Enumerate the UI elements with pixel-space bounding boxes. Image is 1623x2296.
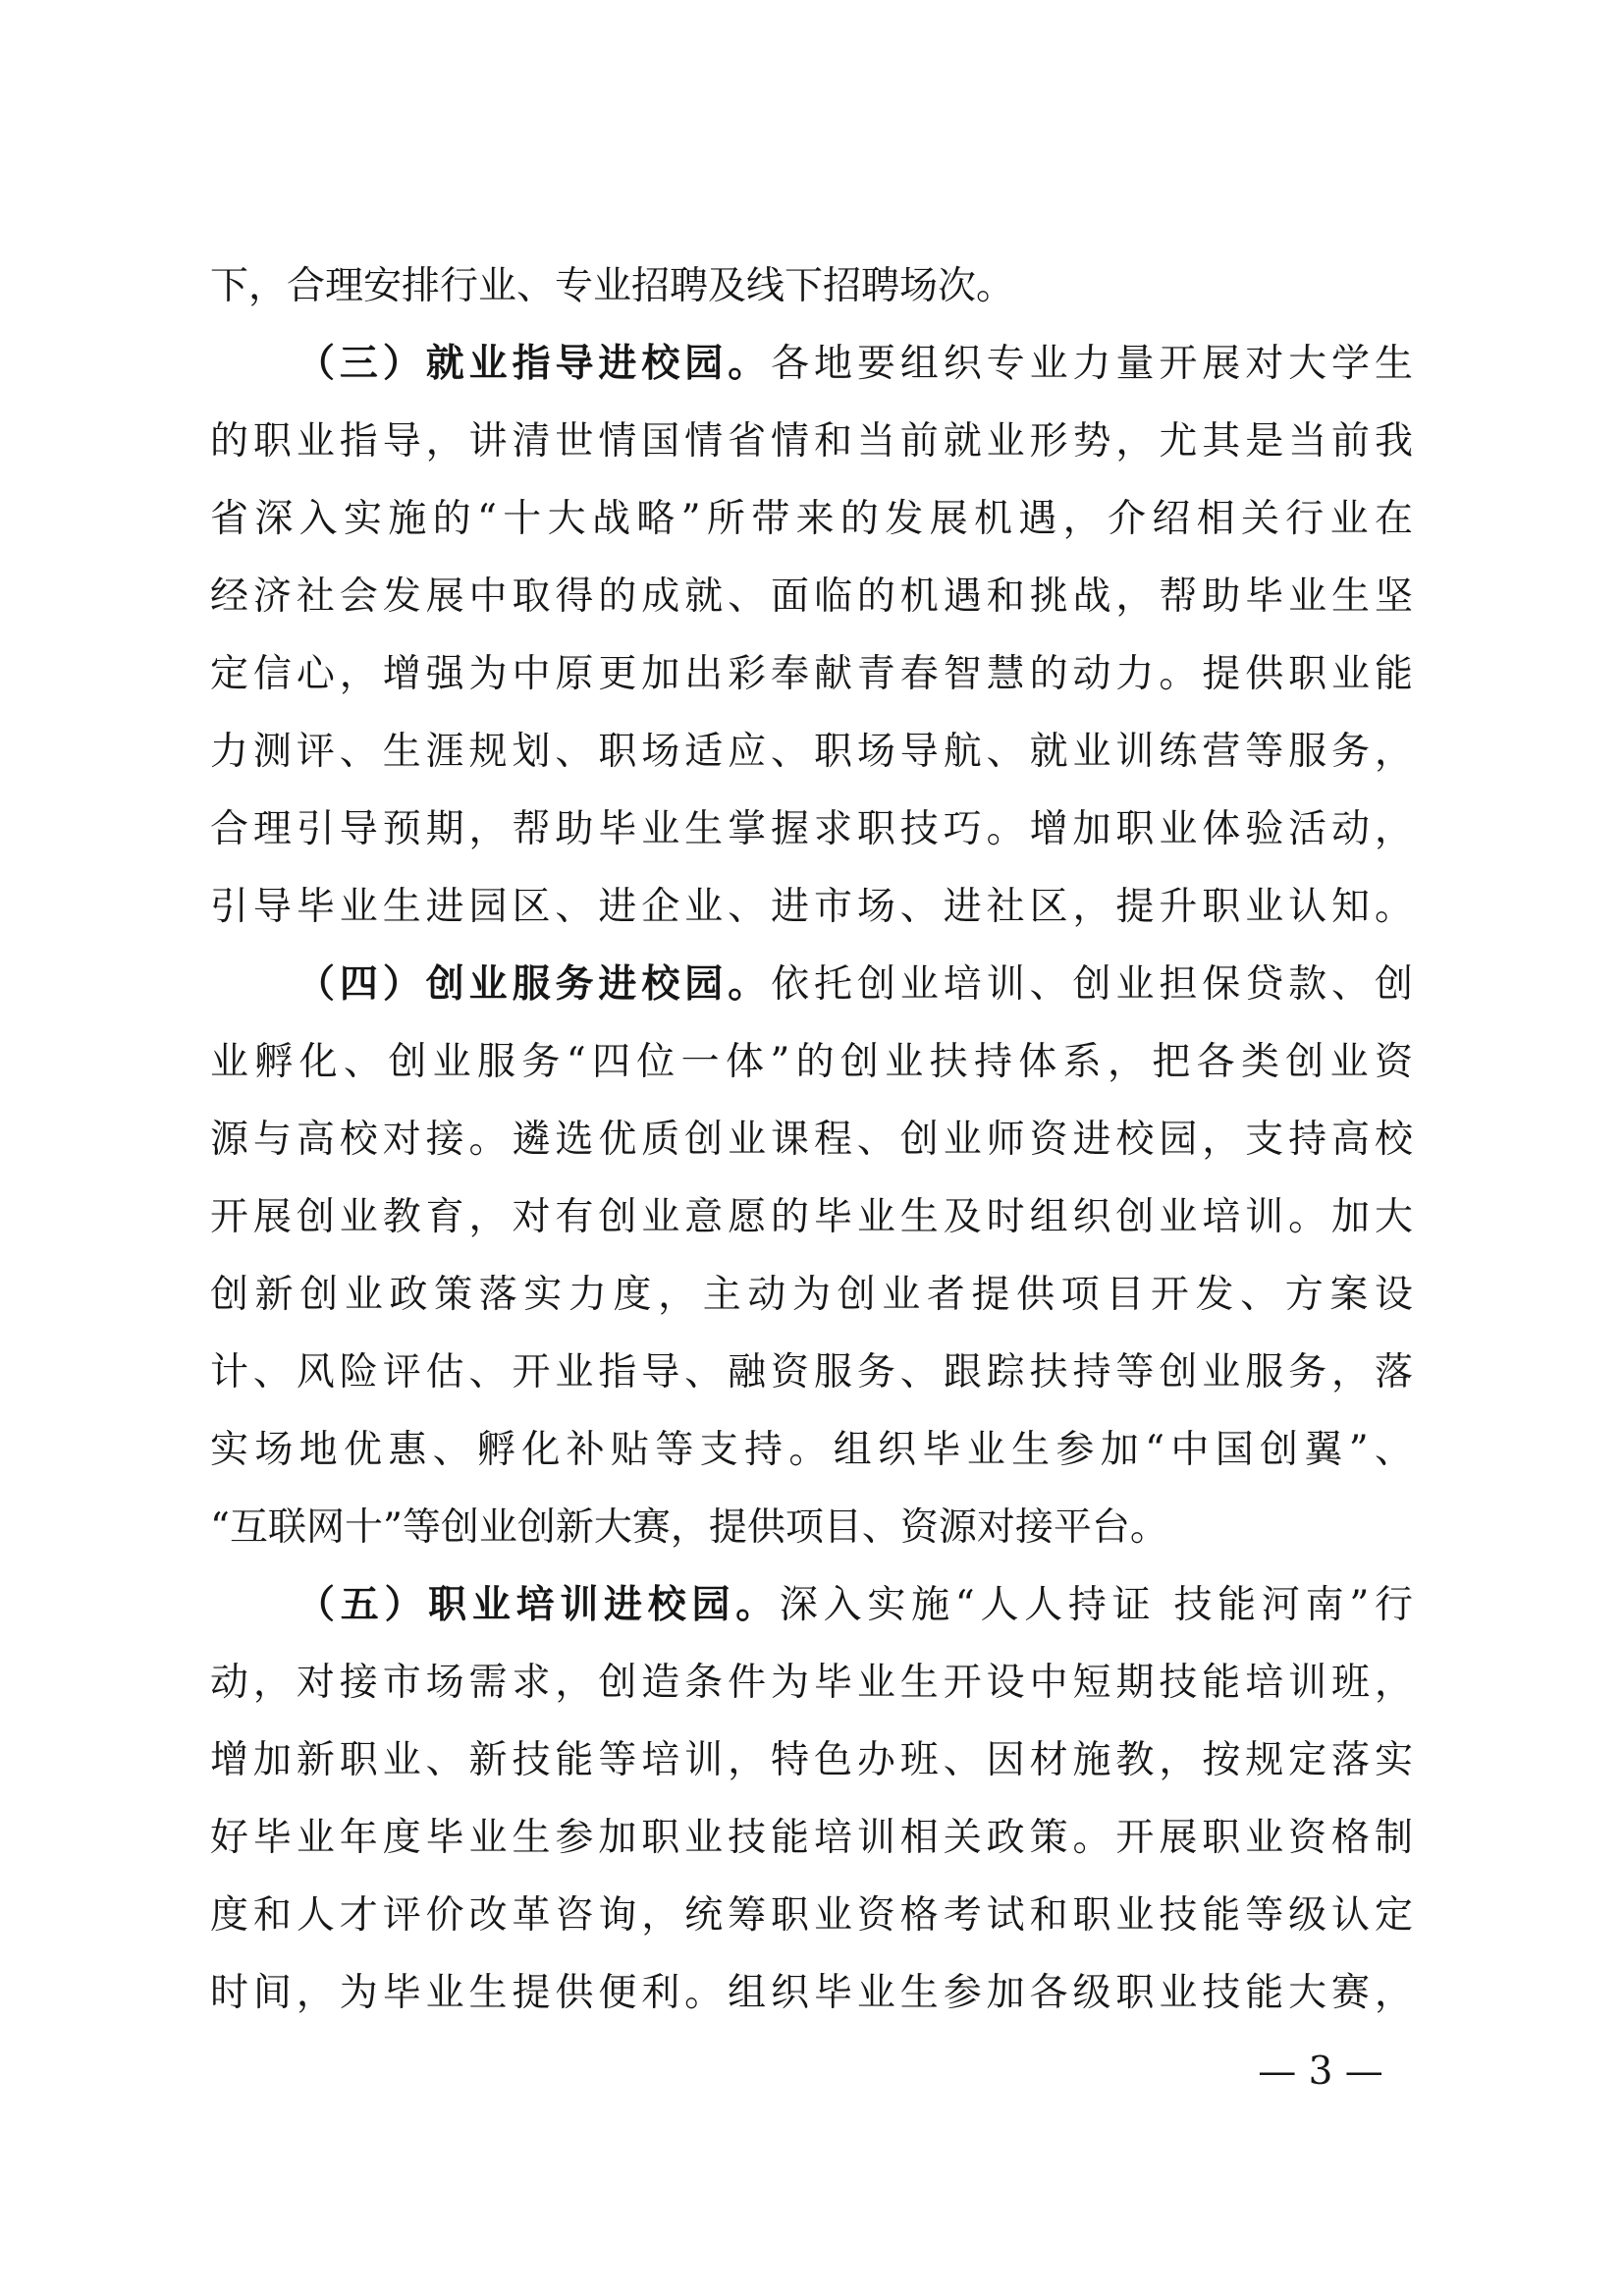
text-line: 定信心，增强为中原更加出彩奉献青春智慧的动力。提供职业能 xyxy=(210,652,1413,696)
text-line: 经济社会发展中取得的成就、面临的机遇和挑战，帮助毕业生坚 xyxy=(210,574,1413,619)
text-line: 实场地优惠、孵化补贴等支持。组织毕业生参加“中国创翼”、 xyxy=(210,1428,1413,1472)
section-4-first-line xyxy=(210,946,1413,1023)
text-line: 源与高校对接。遴选优质创业课程、创业师资进校园，支持高校 xyxy=(210,1118,1413,1162)
text-line: 的职业指导，讲清世情国情省情和当前就业形势，尤其是当前我 xyxy=(210,419,1413,464)
text-line: 合理引导预期，帮助毕业生掌握求职技巧。增加职业体验活动， xyxy=(210,807,1413,851)
text-line: 各地要组织专业力量开展对大学生 xyxy=(771,342,1413,386)
text-line: 创新创业政策落实力度，主动为创业者提供项目开发、方案设 xyxy=(210,1273,1413,1317)
text-line: 引导毕业生进园区、进企业、进市场、进社区，提升职业认知。 xyxy=(210,885,1413,929)
text-line: 增加新职业、新技能等培训，特色办班、因材施教，按规定落实 xyxy=(210,1738,1413,1782)
text-line: 动，对接市场需求，创造条件为毕业生开设中短期技能培训班， xyxy=(210,1661,1413,1705)
text-line: 时间，为毕业生提供便利。组织毕业生参加各级职业技能大赛， xyxy=(210,1971,1413,2015)
text-line: 省深入实施的“十大战略”所带来的发展机遇，介绍相关行业在 xyxy=(210,497,1413,541)
text-line: 度和人才评价改革咨询，统筹职业资格考试和职业技能等级认定 xyxy=(210,1893,1413,1938)
text-line: 力测评、生涯规划、职场适应、职场导航、就业训练营等服务， xyxy=(210,730,1413,774)
section-5-heading: （五）职业培训进校园。 xyxy=(297,1582,780,1627)
text-line: 依托创业培训、创业担保贷款、创 xyxy=(771,962,1413,1007)
text-line: 计、风险评估、开业指导、融资服务、跟踪扶持等创业服务，落 xyxy=(210,1350,1413,1394)
section-3-heading: （三）就业指导进校园。 xyxy=(297,341,772,386)
section-5-first-line xyxy=(210,1566,1413,1644)
document-body xyxy=(210,247,1413,2032)
section-3-first-line xyxy=(210,325,1413,403)
text-line: 业孵化、创业服务“四位一体”的创业扶持体系，把各类创业资 xyxy=(210,1040,1413,1084)
page-number: — 3 — xyxy=(1258,2050,1383,2094)
text-line: 下，合理安排行业、专业招聘及线下招聘场次。 xyxy=(210,264,1015,308)
section-4-heading: （四）创业服务进校园。 xyxy=(297,961,772,1007)
text-line: 开展创业教育，对有创业意愿的毕业生及时组织创业培训。加大 xyxy=(210,1195,1413,1239)
text-line: “互联网十”等创业创新大赛，提供项目、资源对接平台。 xyxy=(210,1505,1168,1550)
text-line: 好毕业年度毕业生参加职业技能培训相关政策。开展职业资格制 xyxy=(210,1816,1413,1860)
text-line: 深入实施“人人持证 技能河南”行 xyxy=(779,1583,1413,1627)
